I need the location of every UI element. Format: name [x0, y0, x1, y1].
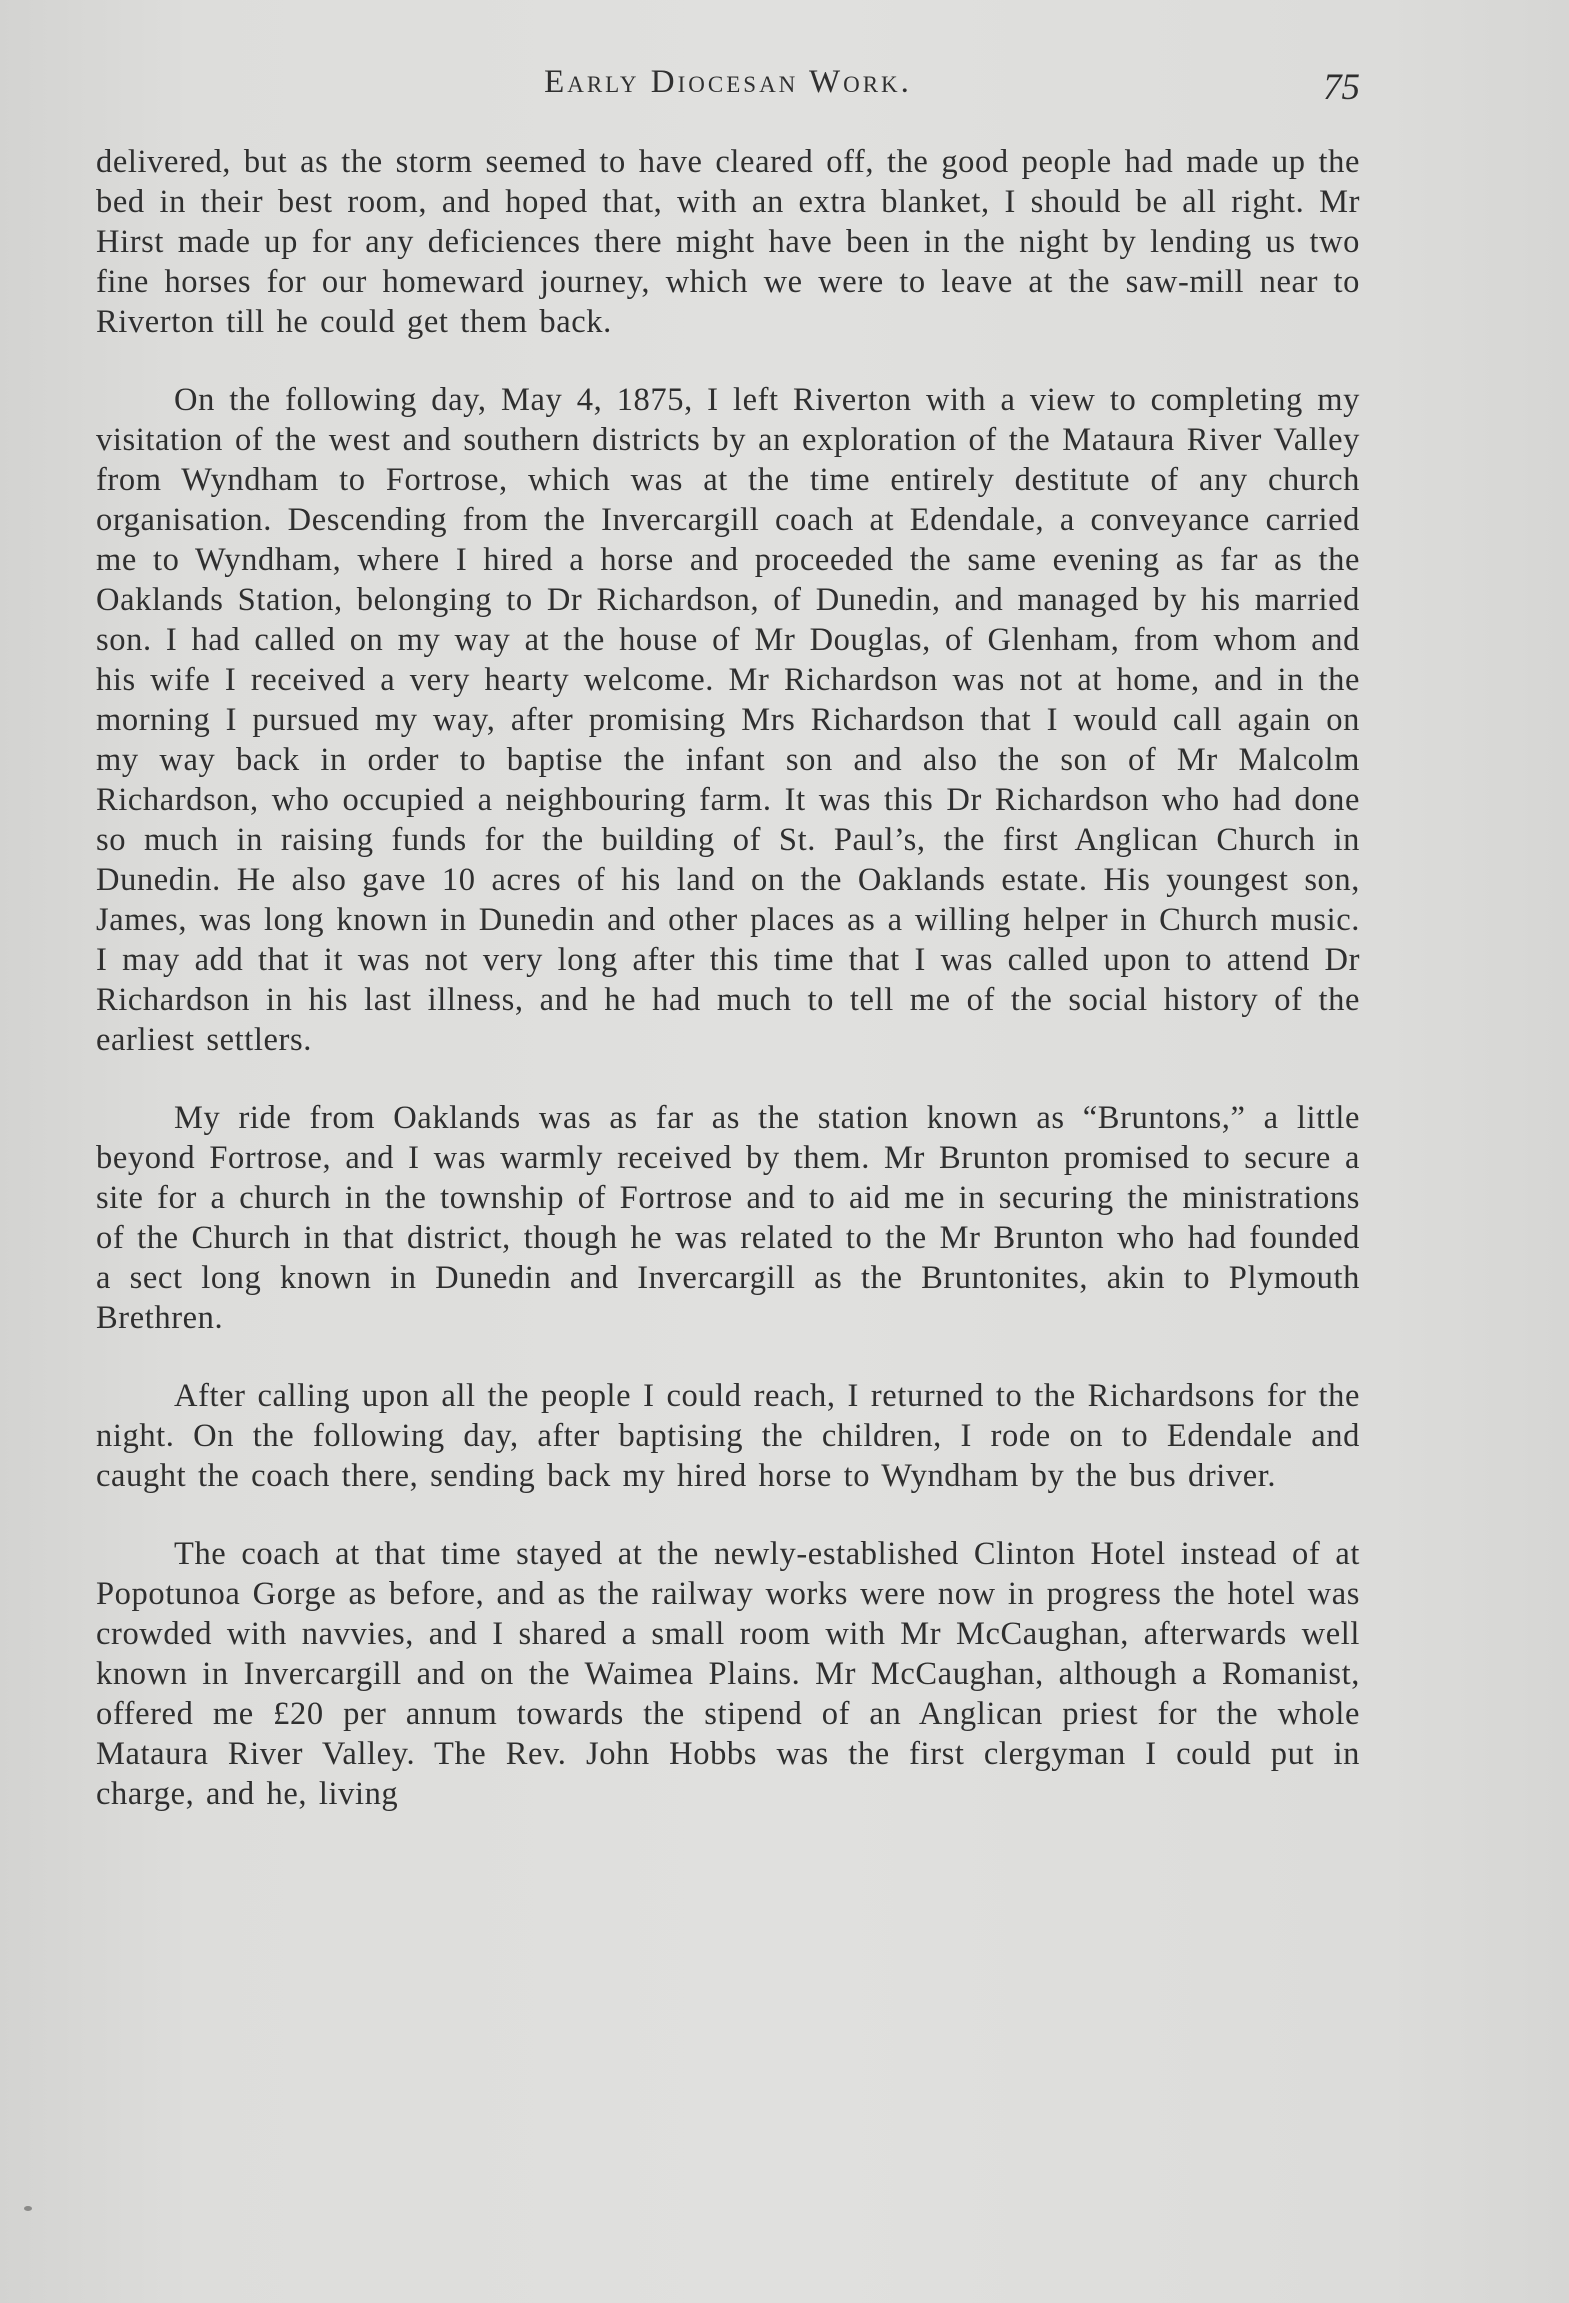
paragraph-bruntons: My ride from Oaklands was as far as the station known as “Bruntons,” a little beyond Fortrose, and I was warmly received by them. Mr Brunton promised to secure a site for a church in the township of Fortrose and to aid me in securing the ministrations of the Church in that district, though he was related to the Mr Brunton who had founded a sect long known in Dunedin and Invercargill as the Bruntonites, akin to Plymouth Brethren.	[96, 1100, 1360, 1336]
running-head	[96, 62, 1360, 112]
body-text	[96, 142, 1360, 1852]
paper-speck	[24, 2206, 32, 2211]
page-number: 75	[1323, 67, 1360, 108]
paragraph-continued: delivered, but as the storm seemed to have cleared off, the good people had made up the bed in their best room, and hoped that, with an extra blanket, I should be all right. Mr Hirst made up for any deficiences there might have been in the night by lending us two fine horses for our homeward journey, which we were to leave at the saw-mill near to Riverton till he could get them back.	[96, 144, 1360, 340]
paragraph-clinton-hotel: The coach at that time stayed at the newly-established Clinton Hotel instead of at Popotunoa Gorge as before, and as the railway works were now in progress the hotel was crowded with navvies, and I shared a small room with Mr McCaughan, afterwards well known in Invercargill and on the Waimea Plains. Mr McCaughan, although a Romanist, offered me £20 per annum towards the stipend of an Anglican priest for the whole Mataura River Valley. The Rev. John Hobbs was the first clergyman I could put in charge, and he, living	[96, 1536, 1360, 1812]
paragraph-riverton-departure: On the following day, May 4, 1875, I left Riverton with a view to completing my visitation of the west and southern districts by an exploration of the Mataura River Valley from Wyndham to Fortrose, which was at the time entirely destitute of any church organisation. Descending from the Invercargill coach at Edendale, a conveyance carried me to Wyndham, where I hired a horse and proceeded the same evening as far as the Oaklands Station, belonging to Dr Richardson, of Dunedin, and managed by his married son. I had called on my way at the house of Mr Douglas, of Glenham, from whom and his wife I received a very hearty welcome. Mr Richardson was not at home, and in the morning I pursued my way, after promising Mrs Richardson that I would call again on my way back in order to baptise the infant son and also the son of Mr Malcolm Richardson, who occupied a neighbouring farm. It was this Dr Richardson who had done so much in raising funds for the building of St. Paul’s, the first Anglican Church in Dunedin. He also gave 10 acres of his land on the Oaklands estate. His youngest son, James, was long known in Dunedin and other places as a willing helper in Church music. I may add that it was not very long after this time that I was called upon to attend Dr Richardson in his last illness, and he had much to tell me of the social history of the earliest settlers.	[96, 382, 1360, 1058]
running-title: Early Diocesan Work.	[544, 64, 912, 100]
paragraph-return-richardsons: After calling upon all the people I could reach, I returned to the Richardsons for the night. On the following day, after baptising the children, I rode on to Edendale and caught the coach there, sending back my hired horse to Wyndham by the bus driver.	[96, 1378, 1360, 1494]
